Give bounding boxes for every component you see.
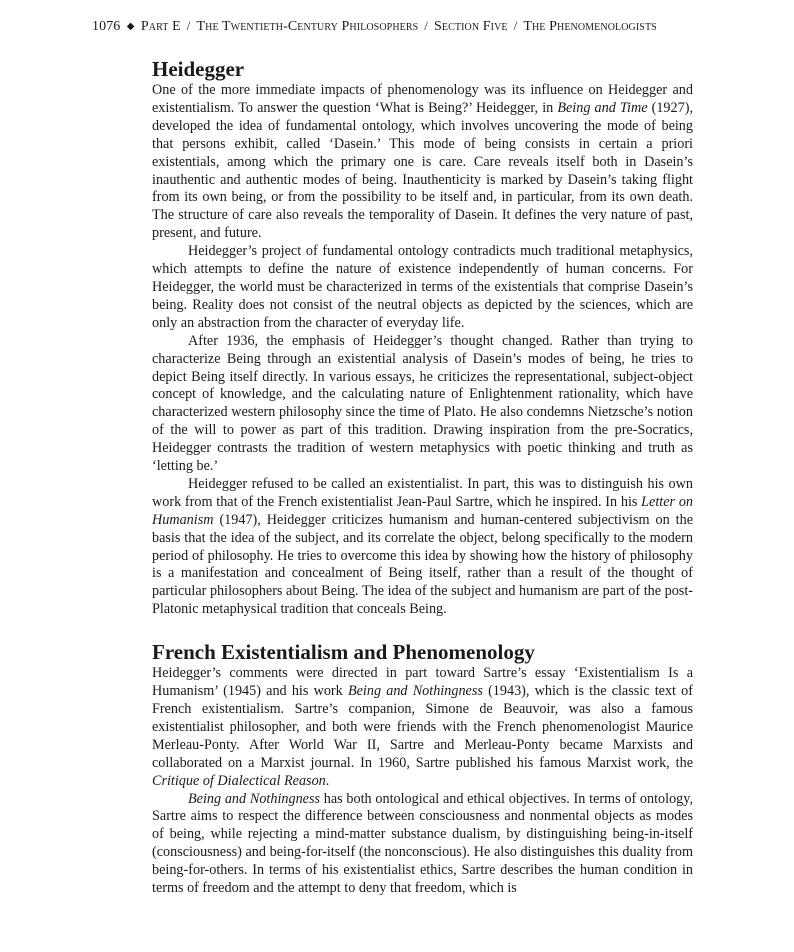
body-paragraph xyxy=(152,665,693,790)
section-heading: French Existentialism and Phenomenology xyxy=(152,640,535,665)
running-head-part: Part E xyxy=(140,19,181,34)
paragraph-text: . xyxy=(325,772,330,789)
section-heading: Heidegger xyxy=(152,57,245,81)
body-paragraph xyxy=(152,476,693,619)
running-head-section: Section Five xyxy=(434,19,508,34)
book-title: Being and Nothingness xyxy=(188,790,321,807)
page-number: 1076 xyxy=(92,19,121,34)
paragraph-text: Heidegger’s comments were directed in part toward Sartre’s essay ‘Existentialism Is a Humanism’ (1945) and his work xyxy=(152,665,693,700)
paragraph-text: (1943), which is the classic text of French existentialism. Sartre’s companion, Simone de Beauvoir, was also a famous existentialist philosopher, and both were friends with the French phenomenologist Maurice Merleau-Ponty. After World War II, Sartre and Merleau-Ponty became Marxists and collaborated on a Marxist journal. In 1960, Sartre published his famous Marxist work, the xyxy=(152,683,693,771)
book-title: Letter on Humanism xyxy=(152,493,694,528)
separator: / xyxy=(424,18,429,33)
book-title: Being and Time xyxy=(557,99,648,116)
page-content xyxy=(152,56,693,898)
paragraph-text: One of the more immediate impacts of phenomenology was its influence on Heidegger and existentialism. To answer the question ‘What is Being?’ Heidegger, in xyxy=(152,82,693,116)
body-paragraph xyxy=(152,791,693,898)
running-head-book-section: The Twentieth-Century Philosophers xyxy=(196,19,419,34)
book-title: Critique of Dialectical Reason xyxy=(152,772,326,789)
paragraph-text: (1947), Heidegger criticizes humanism and human-centered subjectivism on the basis that the idea of the subject, and its correlate the object, belong specifically to the modern period of philosophy. He tries to overcome this idea by showing how the history of philosophy is a manifestation and concealment of Being itself, rather than a result of the thought of particular philosophers about Being. The idea of the subject and humanism are part of the post-Platonic metaphysical tradition that conceals Being. xyxy=(152,511,693,618)
body-paragraph: Heidegger’s project of fundamental ontology contradicts much traditional metaphysics, which attempts to define the nature of existence independently of human concerns. For Heidegger, the world must be characterized in terms of the existentials that comprise Dasein’s being. Reality does not consist of the neutral objects as depicted by the sciences, which are only an abstraction from the character of everyday life. xyxy=(152,243,693,331)
separator: / xyxy=(186,18,191,33)
separator: / xyxy=(513,18,518,33)
diamond-icon: ◆ xyxy=(126,21,135,32)
paragraph-text: Heidegger refused to be called an existentialist. In part, this was to distinguish his own work from that of the French existentialist Jean-Paul Sartre, which he inspired. In his xyxy=(152,475,693,510)
paragraph-text: has both ontological and ethical objectives. In terms of ontology, Sartre aims to respect the difference between consciousness and nonmental objects as modes of being, while rejecting a mind-matter substance dualism, by distinguishing being-in-itself (consciousness) and being-for-itself (the nonconscious). He also distinguishes this duality from being-for-others. In terms of his existentialist ethics, Sartre describes the human condition in terms of freedom and the attempt to deny that freedom, which is xyxy=(152,790,693,897)
paragraph-text: (1927), developed the idea of fundamental ontology, which involves uncovering the mode of being that persons exhibit, called ‘Dasein.’ This mode of being consists in certain a priori existentials, among which the primary one is care. Care reveals itself both in Dasein’s inauthentic and authentic modes of being. Inauthenticity is marked by Dasein’s taking flight from its own being, or from the possibility to be itself and, in particular, from its own death. The structure of care also reveals the temporality of Dasein. It defines the very nature of past, present, and future. xyxy=(152,99,693,242)
body-paragraph: After 1936, the emphasis of Heidegger’s thought changed. Rather than trying to characterize Being through an existential analysis of Dasein’s modes of being, he tries to depict Being itself directly. In various essays, he criticizes the representational, subject-object concept of knowledge, and the calculating nature of Enlightenment rationality, which have characterized western philosophy since the time of Plato. He also condemns Nietzsche’s notion of the will to power as part of this tradition. Drawing inspiration from the pre-Socratics, Heidegger contrasts the tradition of western metaphysics with poetic thinking and truth as ‘letting be.’ xyxy=(152,332,693,475)
book-title: Being and Nothingness xyxy=(347,683,483,700)
running-head xyxy=(92,18,712,35)
body-paragraph xyxy=(152,82,693,243)
running-head-chapter: The Phenomenologists xyxy=(523,19,657,34)
